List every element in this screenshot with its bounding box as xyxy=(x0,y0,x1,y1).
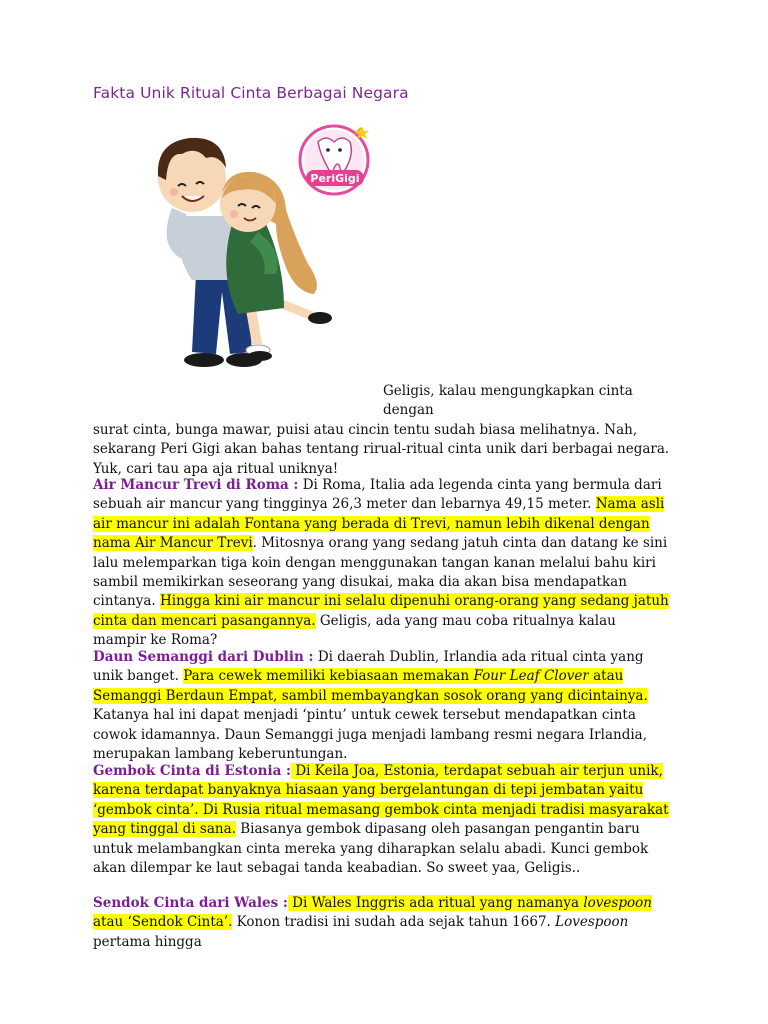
highlighted-text: atau Semanggi Berdaun Empat, sambil membayangkan sosok orang yang dicintainya. xyxy=(93,668,648,704)
section-text: Katanya hal ini dapat menjadi ‘pintu’ untuk cewek tersebut mendapatkan cinta cowok idamannya. Daun Semanggi juga menjadi lambang resmi negara Irlandia, merupakan lambang keberuntungan. xyxy=(93,707,647,763)
couple-hug-illustration xyxy=(134,124,380,376)
section-text: . Mitosnya orang yang sedang jatuh cinta dan datang ke sini lalu melemparkan tiga koin dengan menggunakan tangan kanan melalui bahu kiri sambil memikirkan seseorang yang disukai, maka dia akan bisa mendapatkan cintanya. xyxy=(93,535,668,610)
section-estonia xyxy=(93,762,673,878)
highlighted-text: Para cewek memiliki kebiasaan memakan xyxy=(183,668,474,685)
highlighted-text: Di Keila Joa, Estonia, terdapat sebuah air terjun unik, karena terdapat banyaknya hiasaan yang bergelantungan di tepi jembatan yaitu ‘gembok cinta’. Di Rusia ritual memasang gembok cinta menjadi tradisi masyarakat yang tinggal di sana. xyxy=(93,763,669,838)
section-text: Geligis, ada yang mau coba ritualnya kalau mampir ke Roma? xyxy=(93,612,616,649)
section-text: Konon tradisi ini sudah ada sejak tahun 1667. xyxy=(232,914,556,931)
section-wales xyxy=(93,894,673,952)
section-text: pertama hingga xyxy=(93,933,202,950)
section-trevi xyxy=(93,476,673,651)
highlighted-text: Nama asli air mancur ini adalah Fontana yang berada di Trevi, namun lebih dikenal dengan nama Air Mancur Trevi xyxy=(93,496,665,552)
page-title: Fakta Unik Ritual Cinta Berbagai Negara xyxy=(93,84,409,102)
section-dublin xyxy=(93,648,673,764)
section-heading: Gembok Cinta di Estonia : xyxy=(93,763,292,779)
intro-paragraph xyxy=(93,382,673,479)
section-text: Di daerah Dublin, Irlandia ada ritual cinta yang unik banget. xyxy=(93,649,644,685)
italic-text: Lovespoon xyxy=(555,914,629,931)
intro-line-2: surat cinta, bunga mawar, puisi atau cincin tentu sudah biasa melihatnya. Nah, sekarang Peri Gigi akan bahas tentang rirual-ritual cinta unik dari berbagai negara. Yuk, cari tau apa aja ritual uniknya! xyxy=(93,421,670,477)
highlighted-text: Di Wales Inggris ada ritual yang namanya xyxy=(287,895,584,911)
section-heading: Sendok Cinta dari Wales : xyxy=(93,895,288,911)
section-heading: Air Mancur Trevi di Roma : xyxy=(93,477,299,493)
intro-line-1: Geligis, kalau mengungkapkan cinta dengan xyxy=(383,383,633,419)
highlighted-italic-text: lovespoon xyxy=(583,895,652,911)
highlighted-italic-text: Four Leaf Clover xyxy=(473,668,589,685)
section-text: Biasanya gembok dipasang oleh pasangan pengantin baru untuk melambangkan cinta mereka yang diharapkan selalu abadi. Kunci gembok akan dilempar ke laut sebagai tanda keabadian. So sweet yaa, Geligis.. xyxy=(93,821,649,877)
section-text: Di Roma, Italia ada legenda cinta yang bermula dari sebuah air mancur yang tingginya 26,3 meter dan lebarnya 49,15 meter. xyxy=(93,477,662,513)
section-heading: Daun Semanggi dari Dublin : xyxy=(93,649,314,665)
logo-text: PeriGigi xyxy=(310,172,360,185)
highlighted-text: Hingga kini air mancur ini selalu dipenuhi orang-orang yang sedang jatuh cinta dan mencari pasangannya. xyxy=(93,593,669,629)
highlighted-text: atau ‘Sendok Cinta’. xyxy=(93,914,233,931)
perigigi-logo xyxy=(300,126,369,194)
